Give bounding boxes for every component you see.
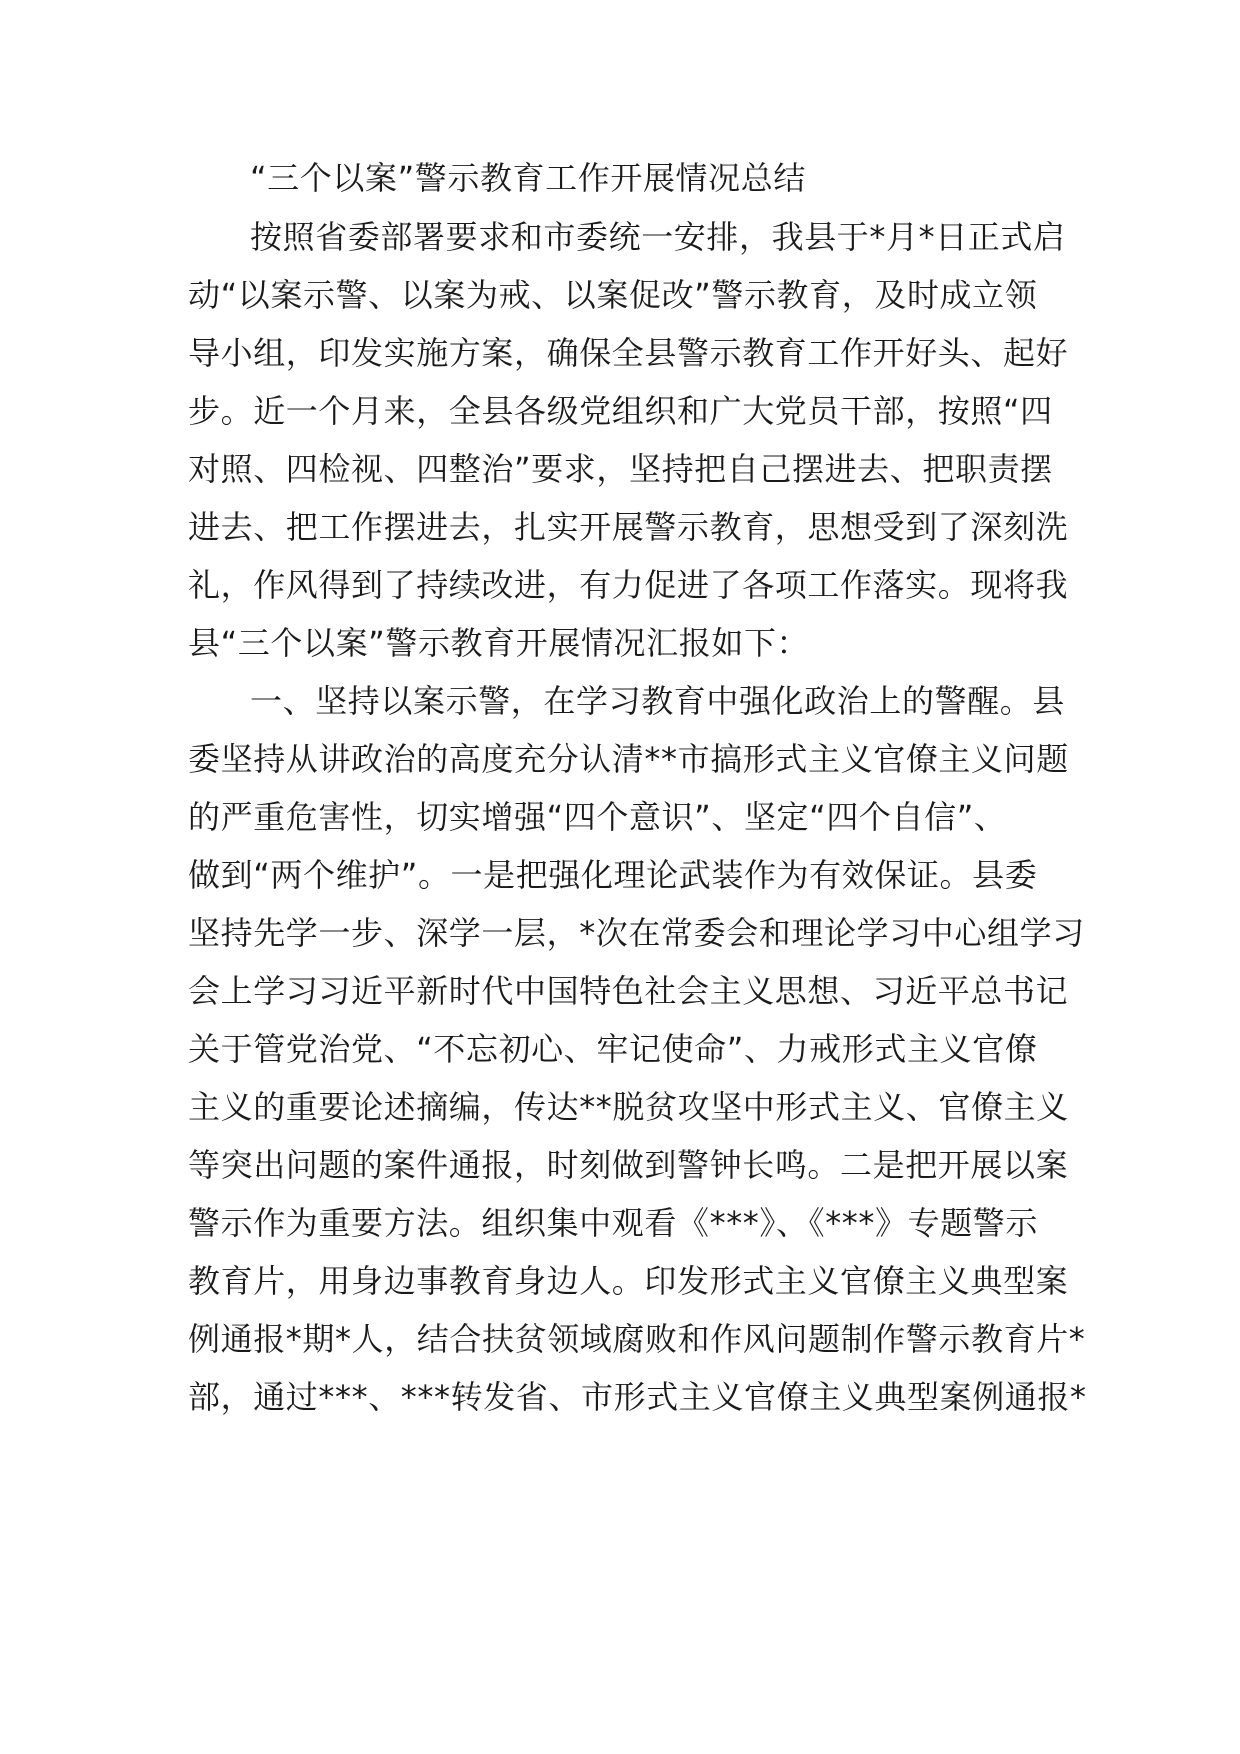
paragraph-line: 警示作为重要方法。组织集中观看《***》、《***》专题警示 [188,1204,1039,1242]
paragraph-line: 主义的重要论述摘编，传达**脱贫攻坚中形式主义、官僚主义 [188,1088,1069,1126]
paragraph-line: 部，通过***、***转发省、市形式主义官僚主义典型案例通报* [188,1378,1087,1416]
paragraph-line: 进去、把工作摆进去，扎实开展警示教育，思想受到了深刻洗 [188,508,1069,546]
paragraph-line: 动“以案示警、以案为戒、以案促改”警示教育，及时成立领 [188,276,1038,314]
document-title: “三个以案”警示教育工作开展情况总结 [250,159,806,197]
paragraph-line: 教育片，用身边事教育身边人。印发形式主义官僚主义典型案 [188,1262,1069,1300]
paragraph-line: 礼，作风得到了持续改进，有力促进了各项工作落实。现将我 [188,566,1069,604]
paragraph-line: 导小组，印发实施方案，确保全县警示教育工作开好头、起好 [188,334,1069,372]
paragraph-line: 对照、四检视、四整治”要求，坚持把自己摆进去、把职责摆 [188,450,1053,488]
paragraph-line: 的严重危害性，切实增强“四个意识”、坚定“四个自信”、 [188,798,1007,836]
paragraph-line: 会上学习习近平新时代中国特色社会主义思想、习近平总书记 [188,972,1069,1010]
paragraph-line: 县“三个以案”警示教育开展情况汇报如下： [188,624,810,662]
paragraph-line: 例通报*期*人，结合扶贫领域腐败和作风问题制作警示教育片* [188,1320,1086,1358]
paragraph-line: 按照省委部署要求和市委统一安排，我县于*月*日正式启 [250,218,1066,256]
paragraph-line: 关于管党治党、“不忘初心、牢记使命”、力戒形式主义官僚 [188,1030,1038,1068]
paragraph-line: 坚持先学一步、深学一层，*次在常委会和理论学习中心组学习 [188,914,1085,952]
paragraph-line: 一、坚持以案示警，在学习教育中强化政治上的警醒。县 [250,682,1066,720]
paragraph-line: 步。近一个月来，全县各级党组织和广大党员干部，按照“四 [188,392,1053,430]
paragraph-line: 等突出问题的案件通报，时刻做到警钟长鸣。二是把开展以案 [188,1146,1069,1184]
paragraph-line: 做到“两个维护”。一是把强化理论武装作为有效保证。县委 [188,856,1038,894]
paragraph-line: 委坚持从讲政治的高度充分认清**市搞形式主义官僚主义问题 [188,740,1069,778]
